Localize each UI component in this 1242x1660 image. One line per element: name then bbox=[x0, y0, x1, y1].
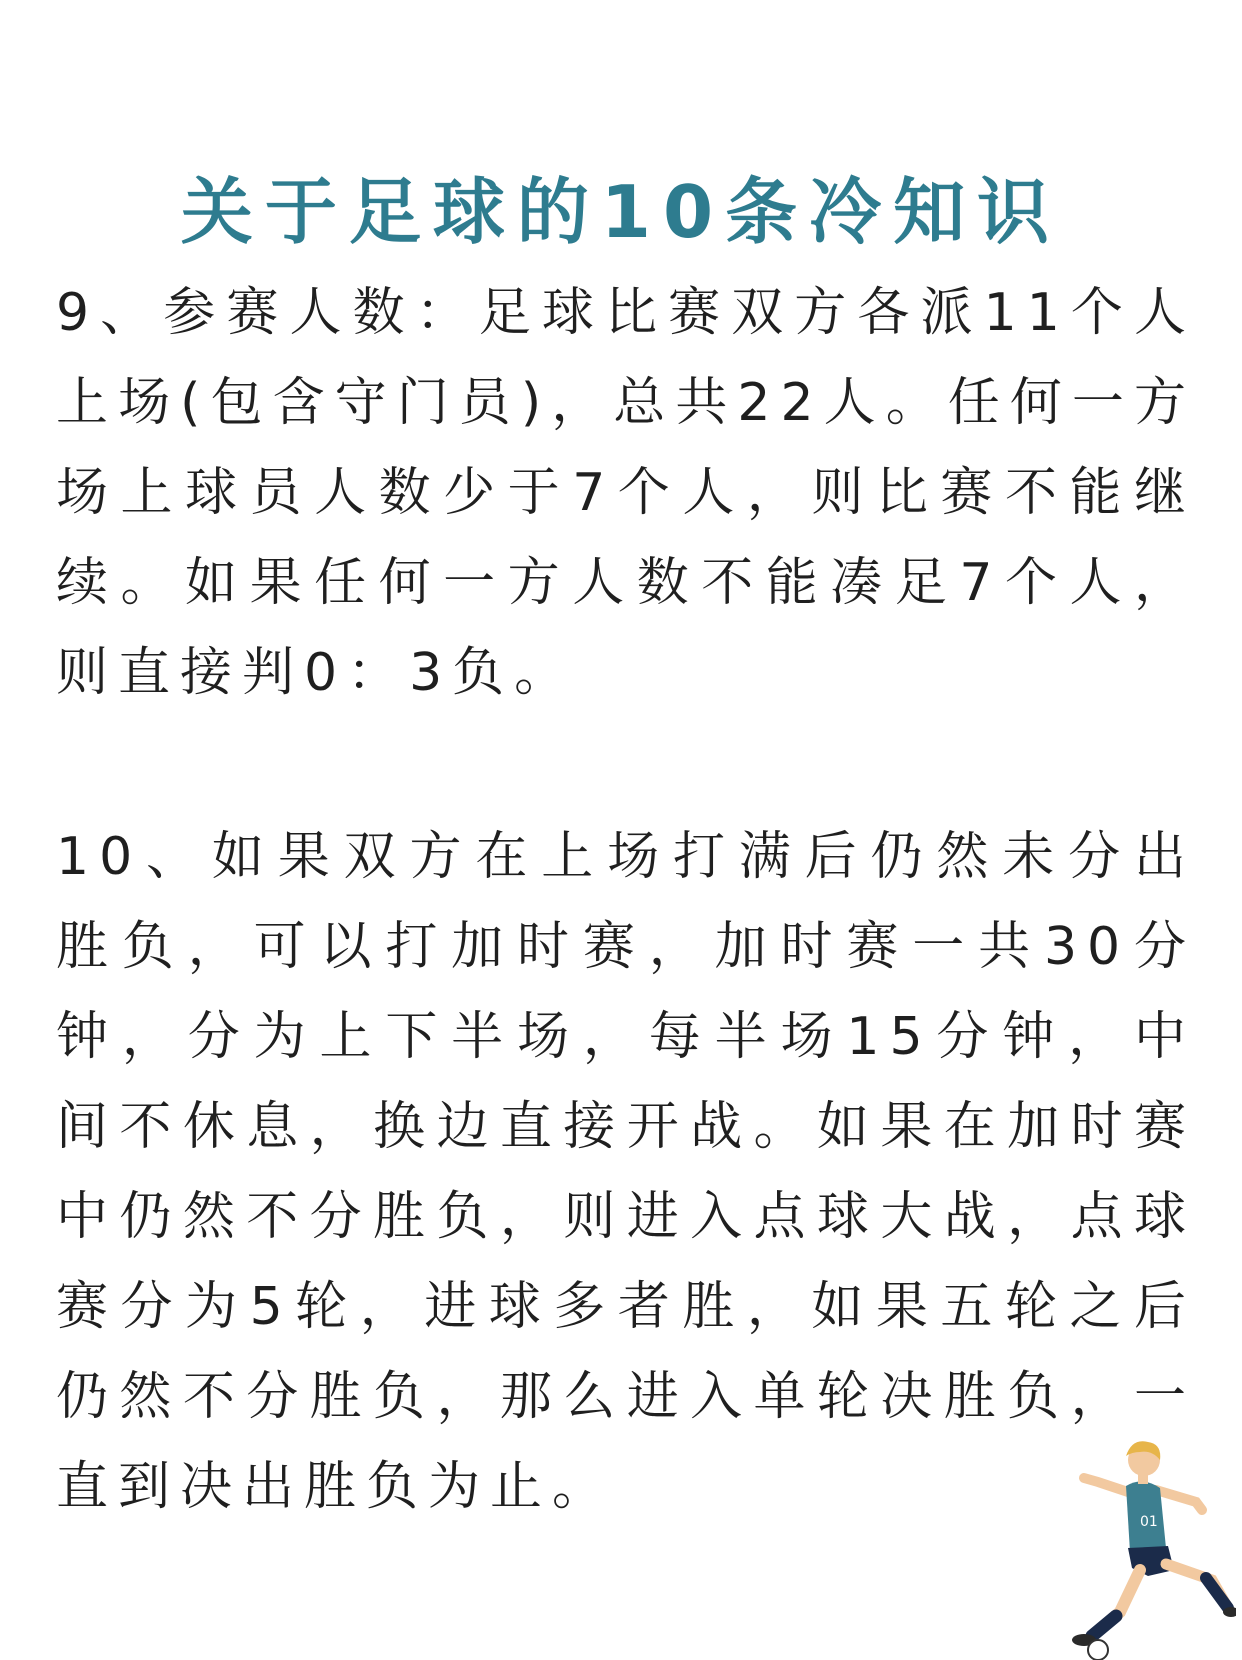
page-title: 关于足球的10条冷知识 bbox=[180, 170, 1062, 255]
fact-10-paragraph: 10、如果双方在上场打满后仍然未分出胜负，可以打加时赛，加时赛一共30分钟，分为上下半场，每半场15分钟，中间不休息，换边直接开战。如果在加时赛中仍然不分胜负，则进入点球大战，点球赛分为5轮，进球多者胜，如果五轮之后仍然不分胜负，那么进入单轮决胜负，一直到决出胜负为止。 bbox=[56, 827, 1196, 1517]
jersey-number: 01 bbox=[1140, 1514, 1158, 1530]
football-player-kicking-icon bbox=[1036, 1430, 1236, 1660]
fact-9-paragraph: 9、参赛人数：足球比赛双方各派11个人上场(包含守门员)，总共22人。任何一方场上球员人数少于7个人，则比赛不能继续。如果任何一方人数不能凑足7个人，则直接判0：3负。 bbox=[56, 283, 1196, 703]
